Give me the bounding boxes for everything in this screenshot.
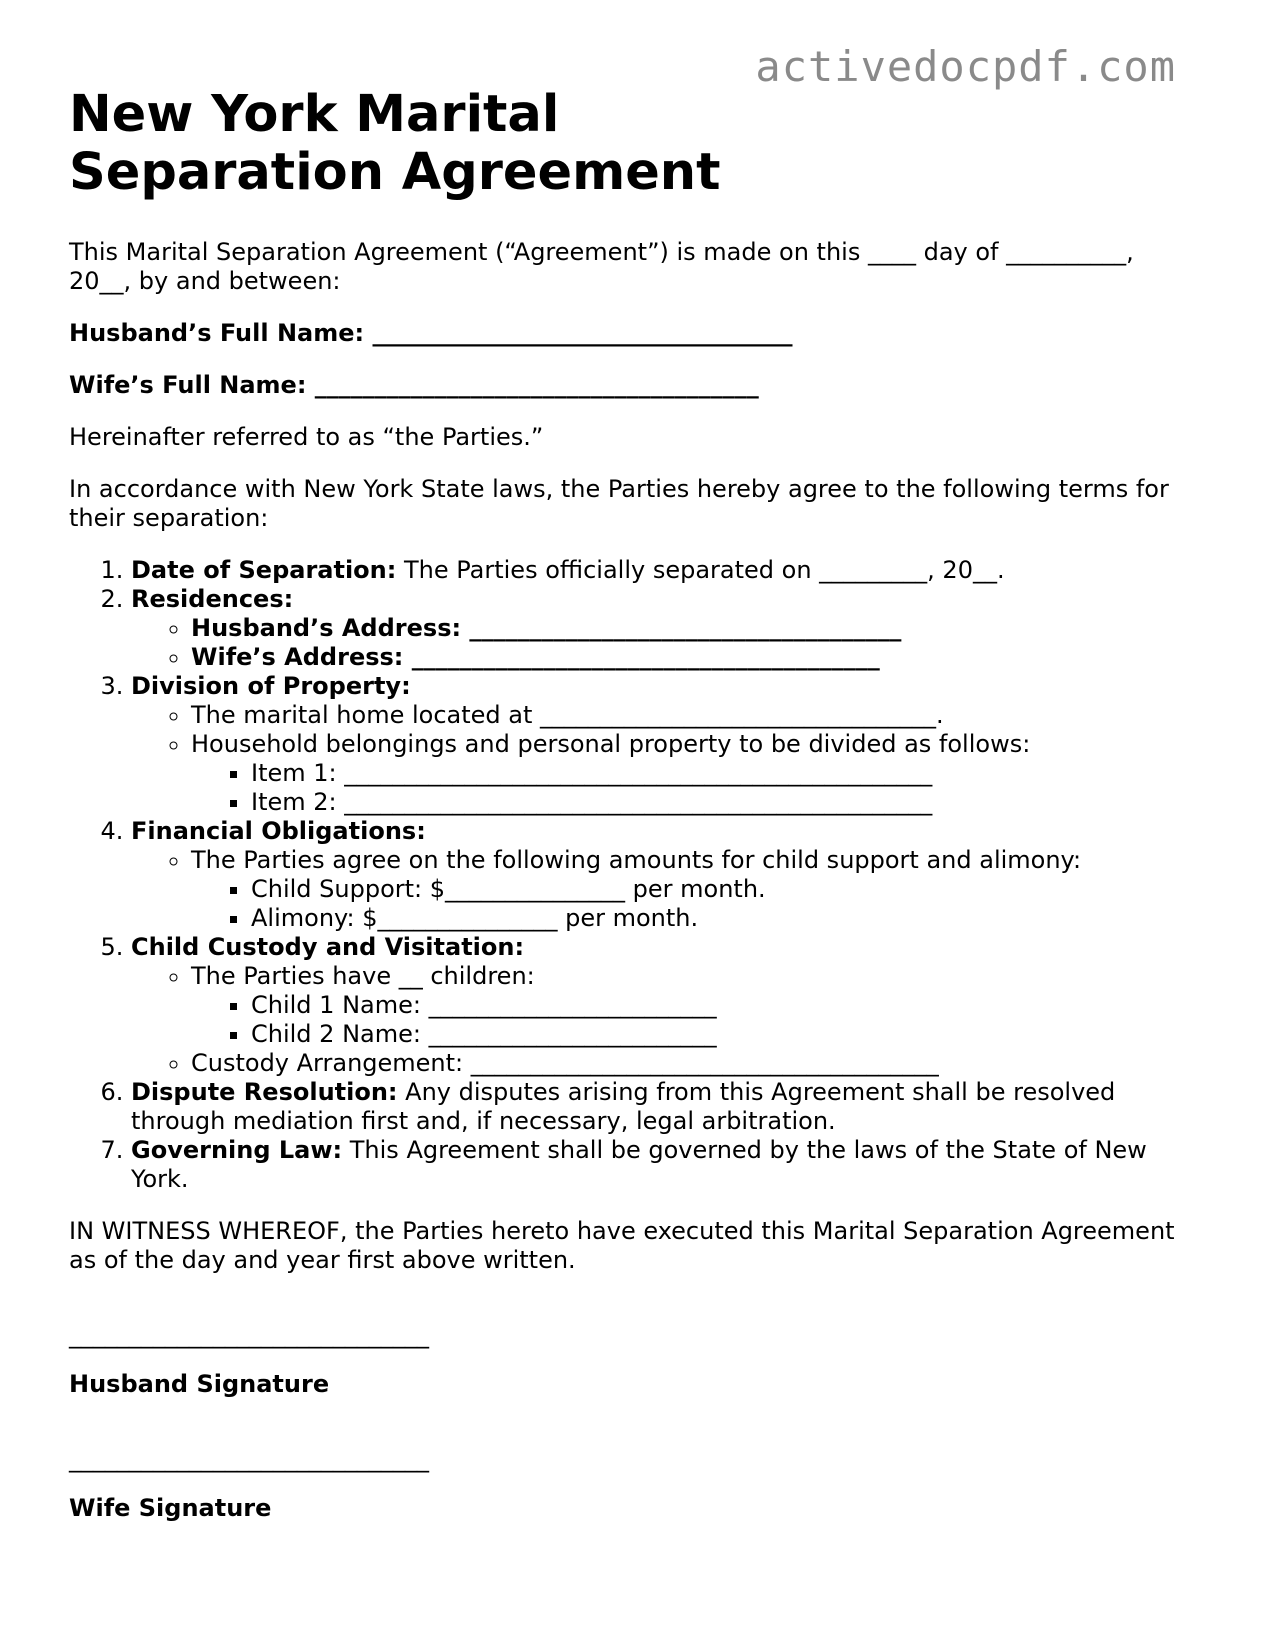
amounts-list <box>191 875 1199 933</box>
document-body <box>69 86 1199 1549</box>
children-list <box>191 991 1199 1049</box>
term-text: Any disputes arising from this Agreement shall be resolved through mediation first and, if necessary, legal arbitration. <box>131 1078 1116 1135</box>
financial-list <box>131 846 1199 933</box>
custody-arrangement-field[interactable]: ◦ Custody Arrangement: _______________________________________ <box>191 1049 1199 1078</box>
child2-name-field[interactable]: ▪ Child 2 Name: ________________________ <box>251 1020 1199 1049</box>
marital-home-field[interactable]: ◦ The marital home located at _________________________________. <box>191 701 1199 730</box>
wife-address-field[interactable]: ◦ Wife’s Address: _______________________________________ <box>191 643 1199 672</box>
term-division-of-property <box>131 672 1199 817</box>
husband-signature-label: Husband Signature <box>69 1370 330 1398</box>
term-financial-obligations <box>131 817 1199 933</box>
watermark: activedocpdf.com <box>755 42 1176 91</box>
husband-name-field[interactable]: Husband’s Full Name: ___________________________________ <box>69 319 793 347</box>
term-text: This Agreement shall be governed by the laws of the State of New York. <box>131 1136 1147 1193</box>
accordance-paragraph: In accordance with New York State laws, the Parties hereby agree to the following terms for their separation: <box>69 475 1169 532</box>
witness-paragraph: IN WITNESS WHEREOF, the Parties hereto have executed this Marital Separation Agreement as of the day and year first above written. <box>69 1217 1175 1274</box>
wife-signature-line[interactable]: ______________________________ <box>69 1445 429 1473</box>
alimony-field[interactable]: ▪ Alimony: $_______________ per month. <box>251 904 1199 933</box>
children-count-item[interactable]: ◦ The Parties have __ children: ▪ Child 1 Name: ________________________ ▪ Child 2 Name: ________________________ <box>191 962 1199 1049</box>
financial-item: ◦ The Parties agree on the following amounts for child support and alimony: ▪ Child Support: $_______________ per month. ▪ Alimony: $_______________ per month. <box>191 846 1199 933</box>
belongings-item: ◦ Household belongings and personal property to be divided as follows: ▪ Item 1: _________________________________________________ ▪ Item 2: _________________________________________________ <box>191 730 1199 817</box>
wife-name-field[interactable]: Wife’s Full Name: _____________________________________ <box>69 371 759 399</box>
term-label: Dispute Resolution: <box>131 1078 398 1106</box>
wife-signature-label: Wife Signature <box>69 1494 272 1522</box>
term-label: Division of Property: <box>131 672 411 700</box>
term-governing-law <box>131 1136 1199 1194</box>
child-support-field[interactable]: ▪ Child Support: $_______________ per month. <box>251 875 1199 904</box>
page-title: New York Marital Separation Agreement <box>69 85 721 202</box>
residences-list <box>131 614 1199 672</box>
belongings-list <box>191 759 1199 817</box>
term-residences <box>131 585 1199 672</box>
term-text[interactable]: The Parties officially separated on _________, 20__. <box>396 556 1005 584</box>
term-label: Child Custody and Visitation: <box>131 933 525 961</box>
term-label: Governing Law: <box>131 1136 343 1164</box>
term-date-of-separation <box>131 556 1199 585</box>
custody-list <box>131 962 1199 1078</box>
item1-field[interactable]: ▪ Item 1: _________________________________________________ <box>251 759 1199 788</box>
intro-paragraph: This Marital Separation Agreement (“Agreement”) is made on this ____ day of __________, 20__, by and between: <box>69 238 1134 295</box>
term-label: Date of Separation: <box>131 556 397 584</box>
property-list <box>131 701 1199 817</box>
terms-list <box>69 556 1199 1194</box>
term-label: Residences: <box>131 585 294 613</box>
husband-signature-line[interactable]: ______________________________ <box>69 1321 429 1349</box>
term-label: Financial Obligations: <box>131 817 426 845</box>
term-child-custody <box>131 933 1199 1078</box>
hereinafter-paragraph: Hereinafter referred to as “the Parties.” <box>69 423 544 451</box>
term-dispute-resolution <box>131 1078 1199 1136</box>
child1-name-field[interactable]: ▪ Child 1 Name: ________________________ <box>251 991 1199 1020</box>
husband-address-field[interactable]: ◦ Husband’s Address: ____________________________________ <box>191 614 1199 643</box>
item2-field[interactable]: ▪ Item 2: _________________________________________________ <box>251 788 1199 817</box>
